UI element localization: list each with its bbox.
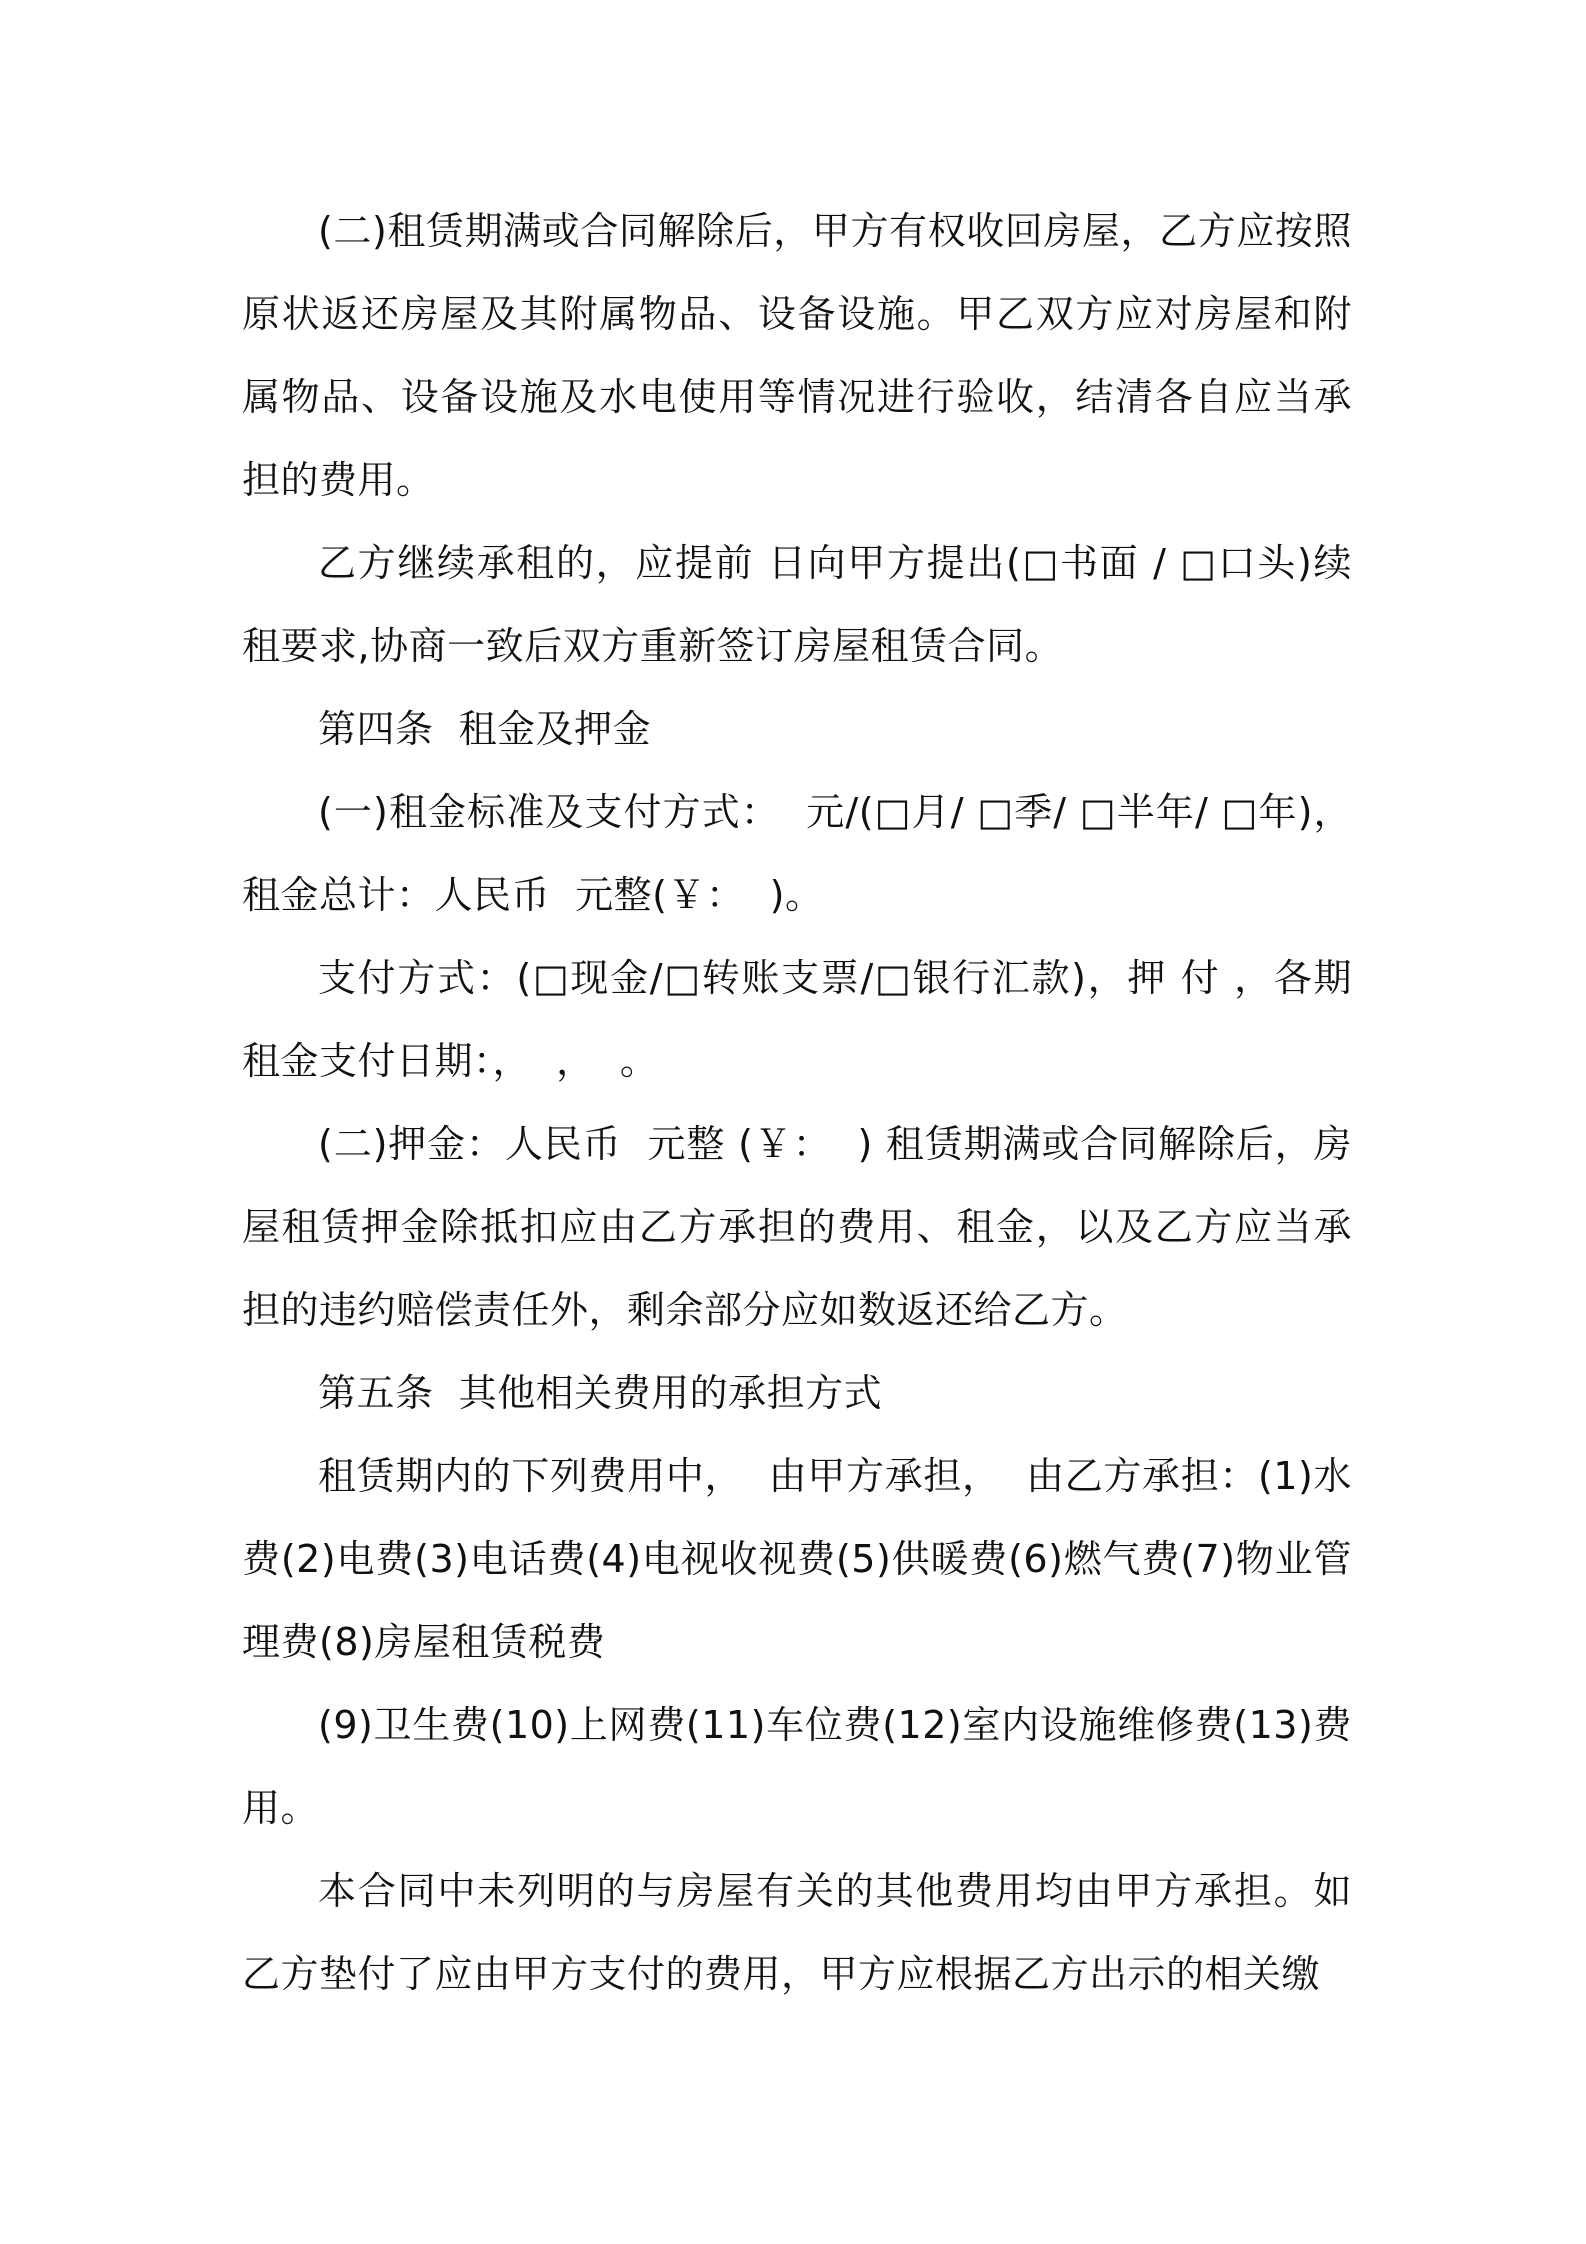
paragraph-rent-standard: (一)租金标准及支付方式： 元/(□月/ □季/ □半年/ □年)，租金总计：人民币 元整(￥： )。: [242, 790, 1352, 917]
paragraph-payment-method: 支付方式：(□现金/□转账支票/□银行汇款)，押 付 ，各期租金支付日期：， ， 。: [242, 956, 1352, 1083]
paragraph-deposit: (二)押金：人民币 元整 (￥： ) 租赁期满或合同解除后，房屋租赁押金除抵扣应由乙方承担的费用、租金，以及乙方应当承担的违约赔偿责任外，剩余部分应如数返还给乙方。: [242, 1122, 1352, 1332]
article-5-heading: 第五条 其他相关费用的承担方式: [318, 1371, 883, 1415]
paragraph-lease-expiry: (二)租赁期满或合同解除后，甲方有权收回房屋，乙方应按照原状返还房屋及其附属物品、设备设施。甲乙双方应对房屋和附属物品、设备设施及水电使用等情况进行验收，结清各自应当承担的费用。: [242, 209, 1352, 502]
paragraph-fee-list-continued: (9)卫生费(10)上网费(11)车位费(12)室内设施维修费(13)费用。: [242, 1703, 1352, 1830]
paragraph-other-fees: 本合同中未列明的与房屋有关的其他费用均由甲方承担。如乙方垫付了应由甲方支付的费用，甲方应根据乙方出示的相关缴: [242, 1869, 1352, 1996]
paragraph-lease-renewal: 乙方继续承租的，应提前 日向甲方提出(□书面 / □口头)续租要求,协商一致后双方重新签订房屋租赁合同。: [242, 541, 1352, 668]
document-body: [242, 190, 1352, 2016]
article-4-heading: 第四条 租金及押金: [318, 707, 652, 751]
paragraph-fee-list: 租赁期内的下列费用中， 由甲方承担， 由乙方承担：(1)水费(2)电费(3)电话费(4)电视收视费(5)供暖费(6)燃气费(7)物业管理费(8)房屋租赁税费: [242, 1454, 1352, 1664]
